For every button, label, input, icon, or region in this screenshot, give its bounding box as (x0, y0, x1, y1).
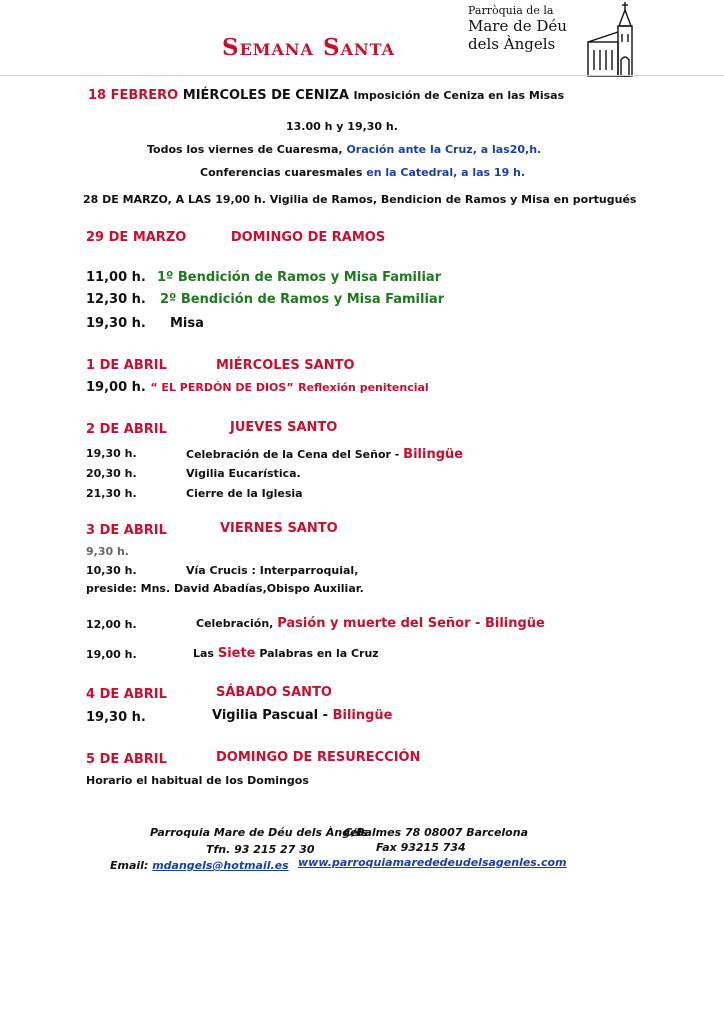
ramos-name: DOMINGO DE RAMOS (230, 230, 386, 245)
ramos-item-desc: 1º Bendición de Ramos y Misa Familiar (157, 270, 442, 285)
sabado-bilingue: Bilingüe (332, 708, 393, 723)
website-link[interactable]: www.parroquiamaredede​udelsagenles.com (298, 856, 567, 869)
viernes-cuaresma-line (147, 143, 541, 156)
header-divider (0, 75, 724, 76)
las-text: Las (193, 647, 214, 660)
viernes-cuaresma-highlight: Oración ante la Cruz, a las20,h. (346, 143, 542, 156)
pasion-text: Pasión y muerte del Señor - Bilingüe (277, 616, 545, 631)
ramos-item-time: 19,30 h. (86, 316, 146, 331)
miercoles-quote: “ EL PERDÓN DE DIOS” (150, 381, 294, 394)
miercoles-date: 1 DE ABRIL (86, 358, 167, 373)
jueves-item-time: 20,30 h. (86, 467, 137, 480)
ramos-item-time: 12,30 h. (86, 292, 146, 307)
ramos-date: 29 DE MARZO (86, 230, 187, 245)
page-title: Semana Santa (222, 34, 396, 61)
domingo-date: 5 DE ABRIL (86, 752, 167, 767)
viernes-santo-desc (193, 646, 379, 661)
ceniza-times: 13.00 h y 19,30 h. (286, 120, 398, 133)
ceniza-date: 18 FEBRERO (88, 88, 179, 103)
footer-parish: Parroquia Mare de Déu dels Àngels (150, 826, 368, 839)
ceniza-desc: Imposición de Ceniza en las Misas (353, 89, 565, 102)
jueves-date: 2 DE ABRIL (86, 422, 167, 437)
jueves-item-bilingue: Bilingüe (403, 447, 464, 462)
ramos-item-desc: 2º Bendición de Ramos y Misa Familiar (160, 292, 445, 307)
jueves-item-time: 19,30 h. (86, 447, 137, 460)
conferencias-text: Conferencias cuaresmales (200, 166, 363, 179)
viernes-santo-desc: Vía Crucis : Interparroquial, (186, 564, 359, 577)
viernes-santo-date: 3 DE ABRIL (86, 523, 167, 538)
church-icon (585, 0, 665, 80)
miercoles-time: 19,00 h. (86, 380, 146, 395)
miercoles-line (86, 380, 429, 395)
footer-address: C/Balmes 78 08007 Barcelona (344, 826, 528, 839)
jueves-item-desc: Cierre de la Iglesia (186, 487, 303, 500)
jueves-item-text: Celebración de la Cena del Señor - (186, 448, 400, 461)
jueves-item-desc (186, 447, 463, 462)
vigilia-ramos-line: 28 DE MARZO, A LAS 19,00 h. Vigilia de Ramos, Bendicion de Ramos y Misa en portugués (83, 193, 637, 206)
jueves-item-time: 21,30 h. (86, 487, 137, 500)
viernes-santo-name: VIERNES SANTO (220, 521, 338, 536)
parish-line-3: dels Àngels (468, 35, 556, 53)
ceniza-name: MIÉRCOLES DE CENIZA (182, 88, 349, 103)
conferencias-highlight: en la Catedral, a las 19 h. (366, 166, 526, 179)
viernes-santo-time: 9,30 h. (86, 545, 129, 558)
sabado-desc-line (212, 708, 393, 723)
viernes-santo-desc-2: preside: Mns. David Abadías,Obispo Auxiliar. (86, 582, 364, 595)
miercoles-name: MIÉRCOLES SANTO (216, 358, 355, 373)
sabado-desc: Vigilia Pascual - (212, 708, 329, 723)
email-label: Email: (110, 859, 149, 872)
jueves-name: JUEVES SANTO (230, 420, 338, 435)
sabado-date: 4 DE ABRIL (86, 687, 167, 702)
parish-line-2: Mare de Déu (468, 17, 567, 35)
viernes-santo-desc (196, 616, 545, 631)
ramos-header (86, 230, 385, 245)
footer-email-line (110, 859, 289, 872)
viernes-santo-time: 12,00 h. (86, 618, 137, 631)
email-link[interactable]: mdangels@hotmail.es (152, 859, 289, 872)
parish-logo (468, 4, 567, 53)
jueves-item-desc: Vigilia Eucarística. (186, 467, 301, 480)
sabado-name: SÁBADO SANTO (216, 685, 332, 700)
footer-phone: Tfn. 93 215 27 30 (206, 843, 315, 856)
parish-line-1: Parròquia de la (468, 4, 554, 17)
ceniza-line (88, 88, 564, 103)
siete-text: Siete (217, 646, 256, 661)
domingo-desc: Horario el habitual de los Domingos (86, 774, 309, 787)
miercoles-desc: Reflexión penitencial (298, 381, 429, 394)
ramos-item-desc: Misa (170, 316, 204, 331)
viernes-santo-time: 19,00 h. (86, 648, 137, 661)
palabras-text: Palabras en la Cruz (259, 647, 379, 660)
viernes-santo-time: 10,30 h. (86, 564, 137, 577)
celebracion-text: Celebración, (196, 617, 274, 630)
sabado-time: 19,30 h. (86, 710, 146, 725)
viernes-cuaresma-text: Todos los viernes de Cuaresma, (147, 143, 343, 156)
domingo-name: DOMINGO DE RESURECCIÓN (216, 750, 421, 765)
conferencias-line (200, 166, 525, 179)
footer-fax: Fax 93215 734 (376, 841, 466, 854)
ramos-item-time: 11,00 h. (86, 270, 146, 285)
